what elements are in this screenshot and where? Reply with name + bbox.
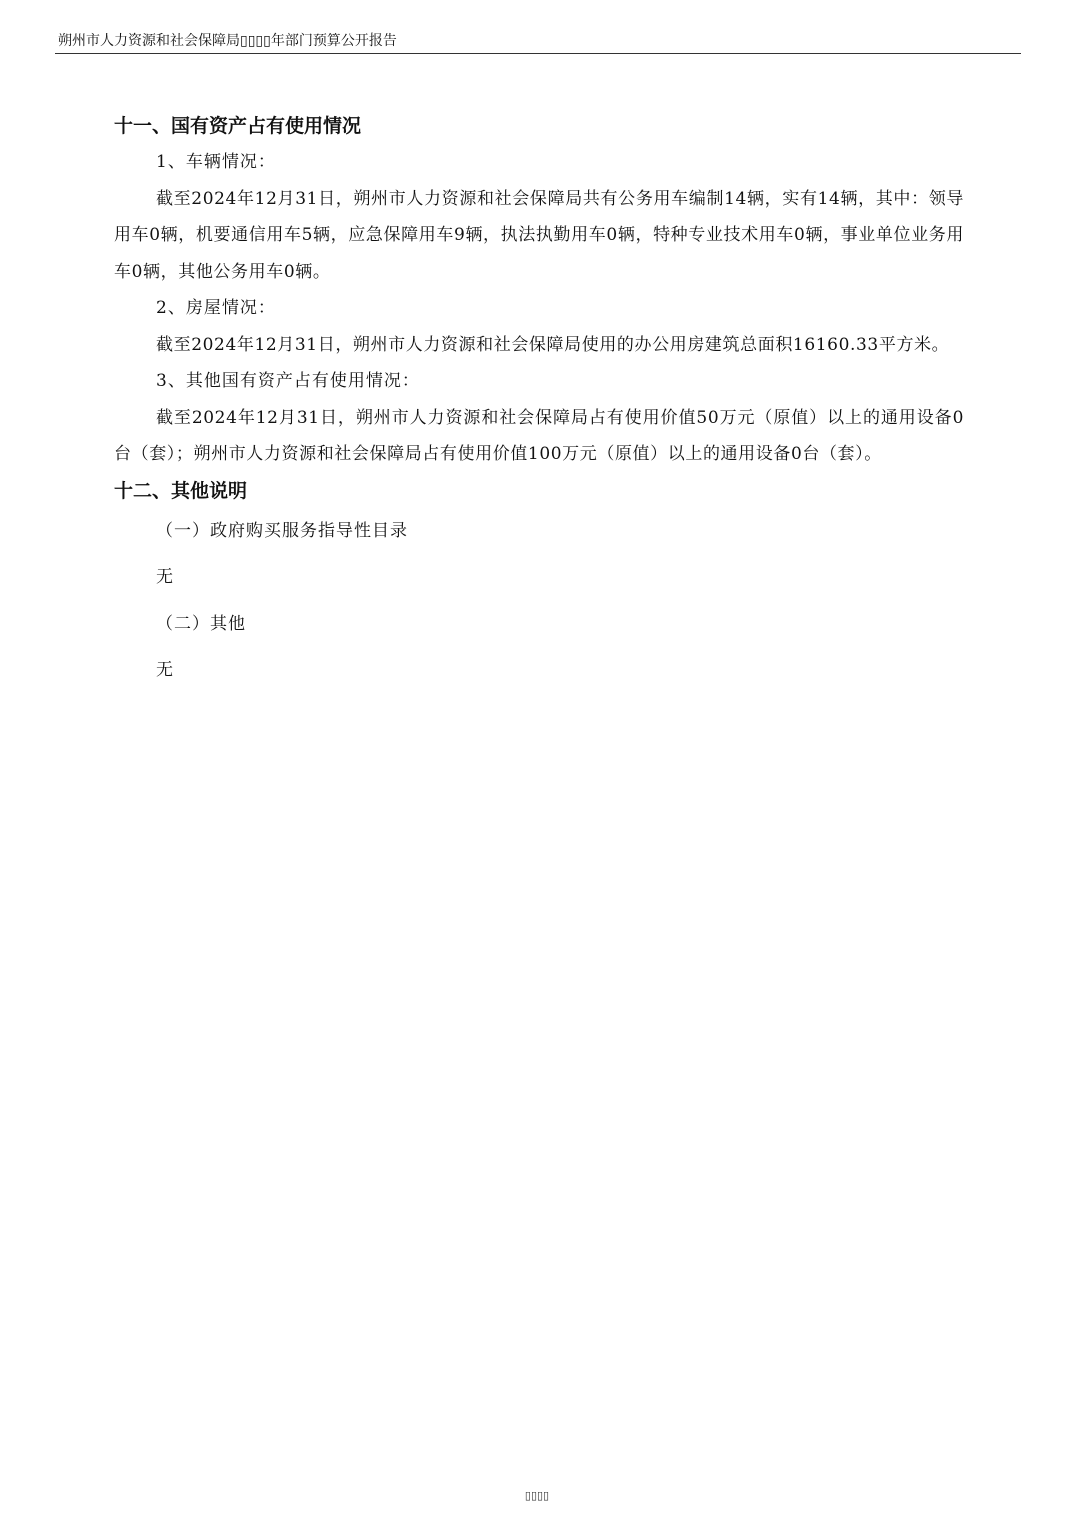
section-11-heading: 十一、国有资产占有使用情况 (114, 115, 362, 137)
gov-purchase-catalog-value: 无 (156, 567, 174, 587)
header-divider (55, 53, 1021, 54)
other-assets-subheading: 3、其他国有资产占有使用情况： (156, 371, 420, 391)
vehicles-subheading: 1、车辆情况： (156, 152, 276, 172)
document-body (114, 108, 964, 699)
other-assets-paragraph: 截至2024年12月31日，朔州市人力资源和社会保障局占有使用价值50万元（原值）以上的通用设备0台（套）；朔州市人力资源和社会保障局占有使用价值100万元（原值）以上的通用设备0台（套）。 (114, 407, 964, 464)
housing-paragraph: 截至2024年12月31日，朔州市人力资源和社会保障局使用的办公用房建筑总面积16160.33平方米。 (156, 334, 950, 355)
page-header-title: 朔州市人力资源和社会保障局▯▯▯▯年部门预算公开报告 (58, 33, 397, 49)
housing-subheading: 2、房屋情况： (156, 298, 276, 318)
page-number: ▯▯▯▯ (524, 1489, 550, 1502)
other-label: （二）其他 (156, 613, 246, 634)
vehicles-paragraph: 截至2024年12月31日，朔州市人力资源和社会保障局共有公务用车编制14辆，实有14辆，其中：领导用车0辆，机要通信用车5辆，应急保障用车9辆，执法执勤用车0辆，特种专业技术用车0辆，事业单位业务用车0辆，其他公务用车0辆。 (114, 188, 964, 282)
section-12-heading: 十二、其他说明 (114, 479, 248, 502)
gov-purchase-catalog-label: （一）政府购买服务指导性目录 (156, 520, 408, 541)
other-value: 无 (156, 660, 174, 680)
